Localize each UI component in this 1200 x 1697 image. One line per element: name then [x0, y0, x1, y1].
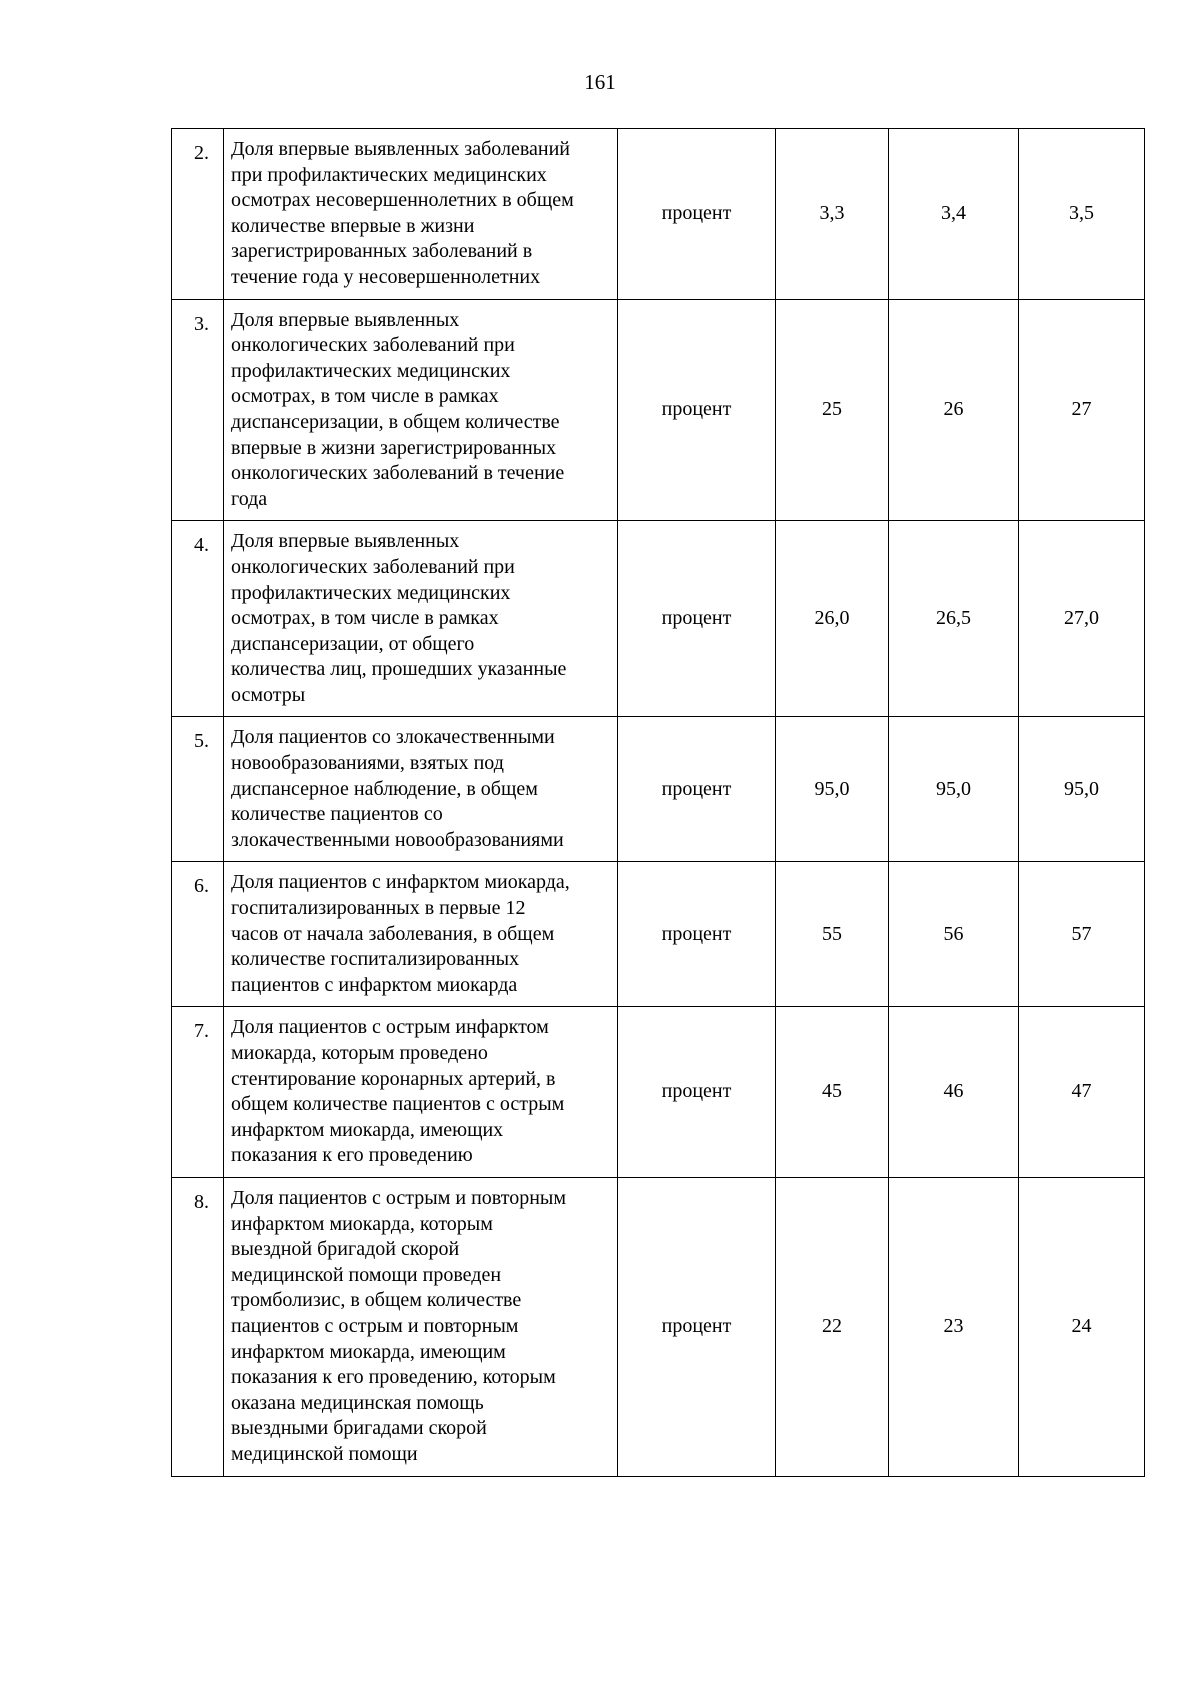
- row-number: 2.: [172, 129, 224, 300]
- indicator-description: [224, 299, 618, 521]
- page-number: 161: [584, 70, 616, 94]
- indicator-description: [224, 1177, 618, 1476]
- value-cell-year-1: 22: [776, 1177, 889, 1476]
- description-line: течение года у несовершеннолетних: [231, 265, 541, 288]
- description-line: онкологических заболеваний при: [231, 334, 515, 357]
- description-line: пациентов с острым и повторным: [231, 1314, 519, 1337]
- description-line: профилактических медицинских: [231, 581, 511, 604]
- table-row: [172, 862, 1145, 1007]
- description-line: Доля пациентов с острым и повторным: [231, 1186, 566, 1209]
- unit-cell: процент: [618, 299, 776, 521]
- indicator-description: [224, 521, 618, 717]
- unit-cell: процент: [618, 1177, 776, 1476]
- description-line: количестве впервые в жизни: [231, 214, 475, 237]
- description-line: при профилактических медицинских: [231, 163, 547, 186]
- description-line: часов от начала заболевания, в общем: [231, 922, 555, 945]
- description-line: новообразованиями, взятых под: [231, 752, 504, 775]
- value-cell-year-2: 23: [889, 1177, 1019, 1476]
- description-line: Доля пациентов с острым инфарктом: [231, 1016, 549, 1039]
- indicator-description: [224, 129, 618, 300]
- value-cell-year-2: 95,0: [889, 717, 1019, 862]
- description-line: Доля впервые выявленных: [231, 530, 460, 553]
- value-cell-year-2: 3,4: [889, 129, 1019, 300]
- description-line: количества лиц, прошедших указанные: [231, 658, 567, 681]
- description-line: осмотры: [231, 683, 306, 706]
- value-cell-year-2: 46: [889, 1007, 1019, 1178]
- value-cell-year-3: 27,0: [1019, 521, 1145, 717]
- description-line: злокачественными новообразованиями: [231, 828, 564, 851]
- description-line: показания к его проведению, которым: [231, 1366, 556, 1389]
- description-line: диспансерное наблюдение, в общем: [231, 777, 538, 800]
- value-cell-year-1: 26,0: [776, 521, 889, 717]
- description-line: количестве госпитализированных: [231, 948, 520, 971]
- description-line: пациентов с инфарктом миокарда: [231, 973, 518, 996]
- indicators-table-body: [172, 129, 1145, 1477]
- value-cell-year-3: 24: [1019, 1177, 1145, 1476]
- indicator-description: [224, 1007, 618, 1178]
- row-number: 4.: [172, 521, 224, 717]
- value-cell-year-1: 25: [776, 299, 889, 521]
- table-row: [172, 521, 1145, 717]
- description-line: онкологических заболеваний в течение: [231, 462, 565, 485]
- value-cell-year-1: 45: [776, 1007, 889, 1178]
- description-line: диспансеризации, в общем количестве: [231, 410, 560, 433]
- value-cell-year-2: 56: [889, 862, 1019, 1007]
- value-cell-year-3: 57: [1019, 862, 1145, 1007]
- table-row: [172, 129, 1145, 300]
- value-cell-year-2: 26: [889, 299, 1019, 521]
- value-cell-year-1: 55: [776, 862, 889, 1007]
- row-number: 7.: [172, 1007, 224, 1178]
- row-number: 6.: [172, 862, 224, 1007]
- description-line: выездными бригадами скорой: [231, 1417, 487, 1440]
- value-cell-year-1: 3,3: [776, 129, 889, 300]
- unit-cell: процент: [618, 129, 776, 300]
- row-number: 8.: [172, 1177, 224, 1476]
- value-cell-year-3: 47: [1019, 1007, 1145, 1178]
- description-line: количестве пациентов со: [231, 803, 443, 826]
- description-line: Доля впервые выявленных заболеваний: [231, 138, 571, 160]
- indicator-description: [224, 862, 618, 1007]
- description-line: тромболизис, в общем количестве: [231, 1289, 522, 1312]
- description-line: общем количестве пациентов с острым: [231, 1093, 565, 1116]
- description-line: профилактических медицинских: [231, 359, 511, 382]
- unit-cell: процент: [618, 717, 776, 862]
- table-row: [172, 1177, 1145, 1476]
- description-line: Доля пациентов с инфарктом миокарда,: [231, 871, 570, 894]
- table-row: [172, 1007, 1145, 1178]
- indicator-description: [224, 717, 618, 862]
- description-line: диспансеризации, от общего: [231, 632, 475, 655]
- description-line: инфарктом миокарда, имеющих: [231, 1118, 504, 1141]
- description-line: года: [231, 487, 268, 510]
- value-cell-year-3: 27: [1019, 299, 1145, 521]
- description-line: инфарктом миокарда, которым: [231, 1212, 493, 1235]
- description-line: зарегистрированных заболеваний в: [231, 240, 533, 263]
- description-line: инфарктом миокарда, имеющим: [231, 1340, 506, 1363]
- value-cell-year-1: 95,0: [776, 717, 889, 862]
- value-cell-year-3: 95,0: [1019, 717, 1145, 862]
- description-line: осмотрах, в том числе в рамках: [231, 385, 499, 408]
- description-line: впервые в жизни зарегистрированных: [231, 436, 557, 459]
- indicators-table: [171, 128, 1145, 1477]
- unit-cell: процент: [618, 862, 776, 1007]
- description-line: Доля впервые выявленных: [231, 308, 460, 331]
- description-line: медицинской помощи проведен: [231, 1263, 502, 1286]
- description-line: онкологических заболеваний при: [231, 555, 515, 578]
- unit-cell: процент: [618, 1007, 776, 1178]
- row-number: 3.: [172, 299, 224, 521]
- description-line: показания к его проведению: [231, 1144, 473, 1167]
- description-line: стентирование коронарных артерий, в: [231, 1067, 556, 1090]
- value-cell-year-3: 3,5: [1019, 129, 1145, 300]
- description-line: оказана медицинская помощь: [231, 1391, 484, 1414]
- description-line: осмотрах несовершеннолетних в общем: [231, 189, 574, 212]
- table-row: [172, 299, 1145, 521]
- description-line: миокарда, которым проведено: [231, 1042, 488, 1064]
- description-line: Доля пациентов со злокачественными: [231, 726, 555, 749]
- value-cell-year-2: 26,5: [889, 521, 1019, 717]
- description-line: медицинской помощи: [231, 1442, 418, 1465]
- row-number: 5.: [172, 717, 224, 862]
- description-line: осмотрах, в том числе в рамках: [231, 607, 499, 630]
- unit-cell: процент: [618, 521, 776, 717]
- table-row: [172, 717, 1145, 862]
- description-line: госпитализированных в первые 12: [231, 897, 526, 920]
- description-line: выездной бригадой скорой: [231, 1238, 460, 1261]
